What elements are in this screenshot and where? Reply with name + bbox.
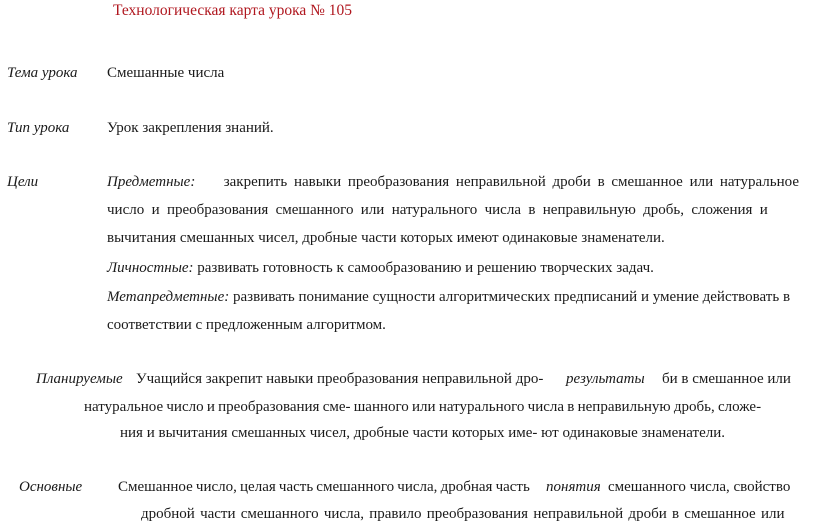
goals-subject-line1 — [107, 175, 799, 190]
lesson-type-value: Урок закрепления знаний. — [107, 120, 274, 136]
goals-label: Цели — [7, 174, 39, 190]
concepts-line2: дробной части смешанного числа, правило преобразования неправильной дроби в смешанное или — [141, 506, 785, 522]
goals-subject-label: Предметные: — [107, 174, 196, 190]
concepts-line1-text: Смешанное число, целая часть смешанного числа, дробная часть — [118, 479, 530, 495]
concepts-label-2: понятия — [546, 479, 601, 495]
goals-meta-line2: соответствии с предложенным алгоритмом. — [107, 317, 386, 333]
concepts-line1-tail: смешанного числа, свойство — [608, 479, 791, 495]
planned-label-2: результаты — [566, 371, 645, 387]
topic-label: Тема урока — [7, 65, 78, 81]
page-title: Технологическая карта урока № 105 — [113, 2, 353, 19]
planned-line1-tail: би в смешанное или — [662, 371, 791, 387]
planned-line3: ния и вычитания смешанных чисел, дробные части которых име- ют одинаковые знаменатели. — [120, 425, 726, 441]
goals-personal-label: Личностные: — [107, 260, 194, 276]
concepts-label-1: Основные — [19, 479, 83, 495]
planned-label-1: Планируемые — [36, 371, 123, 387]
topic-value: Смешанные числа — [107, 65, 225, 81]
lesson-type-label: Тип урока — [7, 120, 70, 136]
goals-subject-text-1: закрепить навыки преобразования неправильной дроби в смешанное или натуральное — [223, 174, 799, 190]
goals-personal-text: развивать готовность к самообразованию и решению творческих задач. — [197, 260, 654, 276]
goals-meta-text-1: развивать понимание сущности алгоритмических предписаний и умение действовать в — [233, 289, 791, 305]
goals-subject-line3: вычитания смешанных чисел, дробные части которых имеют одинаковые знаменатели. — [107, 230, 665, 246]
goals-meta-line1 — [107, 290, 790, 305]
goals-personal-line — [107, 261, 654, 276]
planned-line1-text: Учащийся закрепит навыки преобразования неправильной дро- — [136, 371, 544, 387]
planned-line2: натуральное число и преобразования сме- шанного или натурального числа в неправильную дробь, сложе- — [84, 399, 762, 415]
goals-meta-label: Метапредметные: — [107, 289, 230, 305]
goals-subject-line2: число и преобразования смешанного или натурального числа в неправильную дробь, сложения и — [107, 202, 768, 218]
